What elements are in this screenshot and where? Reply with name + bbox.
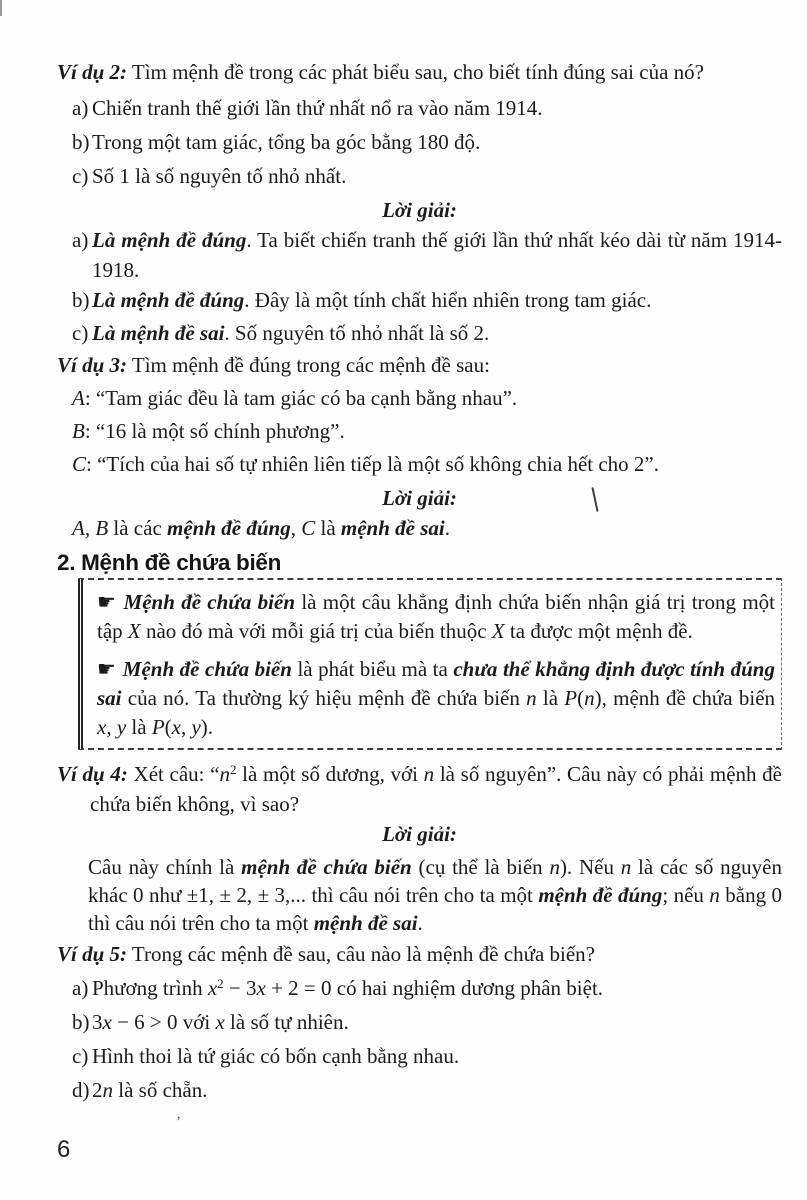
definition-text: Mệnh đề chứa biến là một câu khẳng định chứa biến nhận giá trị trong một tập X nào đó mà với mỗi giá trị của biến thuộc X ta được một mệnh đề.	[97, 590, 775, 643]
example-3-heading: Ví dụ 3: Tìm mệnh đề đúng trong các mệnh đề sau:	[57, 353, 490, 377]
definition-paragraph-2	[97, 655, 775, 742]
item-marker: b)	[72, 130, 90, 154]
solution-label: Lời giải:	[382, 822, 457, 846]
item-text: 2n là số chẵn.	[92, 1078, 208, 1102]
pointing-hand-icon: ☛	[97, 590, 124, 614]
solution-label: Lời giải:	[382, 198, 457, 222]
page-number: 6	[57, 1136, 71, 1163]
example-2-item-c	[57, 161, 782, 191]
item-marker: d)	[72, 1078, 90, 1102]
example-2-solution-c	[57, 318, 782, 348]
example-4-solution: Câu này chính là mệnh đề chứa biến (cụ thể là biến n). Nếu n là các số nguyên khác 0 như ±1, ± 2, ± 3,... thì câu nói trên cho ta một mệnh đề đúng; nếu n bằng 0 thì câu nói trên cho ta một mệnh đề sai.	[88, 855, 782, 935]
item-text: Phương trình $x^2 - 3x + 2 = 0$ có hai nghiệm dương phân biệt.	[92, 976, 604, 1000]
definition-text: Mệnh đề chứa biến là phát biểu mà ta chưa thể khẳng định được tính đúng sai của nó. Ta thường ký hiệu mệnh đề chứa biến n là P(n), mệnh đề chứa biến x, y là P(x, y).	[97, 657, 776, 739]
example-5-heading: Ví dụ 5: Trong các mệnh đề sau, câu nào là mệnh đề chứa biến?	[57, 942, 595, 966]
item-text: Là mệnh đề đúng. Đây là một tính chất hiển nhiên trong tam giác.	[92, 288, 652, 312]
item-text: Số 1 là số nguyên tố nhỏ nhất.	[92, 164, 347, 188]
definition-box	[78, 578, 782, 750]
example-5-item-b	[57, 1007, 782, 1037]
example-2-item-a	[57, 93, 782, 123]
item-marker: c)	[72, 164, 89, 188]
example-5-item-d	[57, 1075, 782, 1105]
item-marker: b)	[72, 1010, 90, 1034]
example-3-item-B: B: “16 là một số chính phương”.	[72, 419, 345, 443]
example-5-item-a	[57, 973, 782, 1003]
example-3-solution: A, B là các mệnh đề đúng, C là mệnh đề sai.	[72, 516, 450, 540]
item-text: Chiến tranh thế giới lần thứ nhất nổ ra vào năm 1914.	[92, 96, 543, 120]
definition-paragraph-1	[97, 588, 775, 646]
example-2-item-b	[57, 127, 782, 157]
example-4-heading: Ví dụ 4: Xét câu: “$n^2$ là một số dương, với n là số nguyên”. Câu này có phải mệnh đề chứa biến không, vì sao?	[57, 762, 782, 816]
item-text: 3x − 6 > 0 với x là số tự nhiên.	[92, 1010, 349, 1034]
example-3-item-A: A: “Tam giác đều là tam giác có ba cạnh bằng nhau”.	[72, 386, 518, 410]
solution-label: Lời giải:	[382, 486, 457, 510]
example-3-item-C: C: “Tích của hai số tự nhiên liên tiếp là một số không chia hết cho 2”.	[72, 452, 659, 476]
item-text: Hình thoi là tứ giác có bốn cạnh bằng nhau.	[92, 1044, 460, 1068]
item-text: Trong một tam giác, tổng ba góc bằng 180 độ.	[92, 130, 481, 154]
item-text: Là mệnh đề đúng. Ta biết chiến tranh thế giới lần thứ nhất kéo dài từ năm 1914-1918.	[92, 228, 782, 282]
section-2-heading: 2. Mệnh đề chứa biến	[57, 550, 282, 575]
example-2-heading: Ví dụ 2: Tìm mệnh đề trong các phát biểu sau, cho biết tính đúng sai của nó?	[57, 60, 704, 84]
example-5-item-c	[57, 1041, 782, 1071]
item-marker: c)	[72, 1044, 89, 1068]
item-marker: a)	[72, 228, 89, 252]
scan-artifact-edge	[0, 0, 2, 16]
item-marker: b)	[72, 288, 90, 312]
item-marker: a)	[72, 96, 89, 120]
scan-artifact-tick: ’	[176, 1114, 181, 1130]
item-marker: a)	[72, 976, 89, 1000]
pointing-hand-icon: ☛	[97, 657, 123, 681]
example-2-solution-b	[57, 285, 782, 315]
item-marker: c)	[72, 321, 89, 345]
example-2-solution-a	[57, 225, 782, 285]
item-text: Là mệnh đề sai. Số nguyên tố nhỏ nhất là số 2.	[92, 321, 490, 345]
